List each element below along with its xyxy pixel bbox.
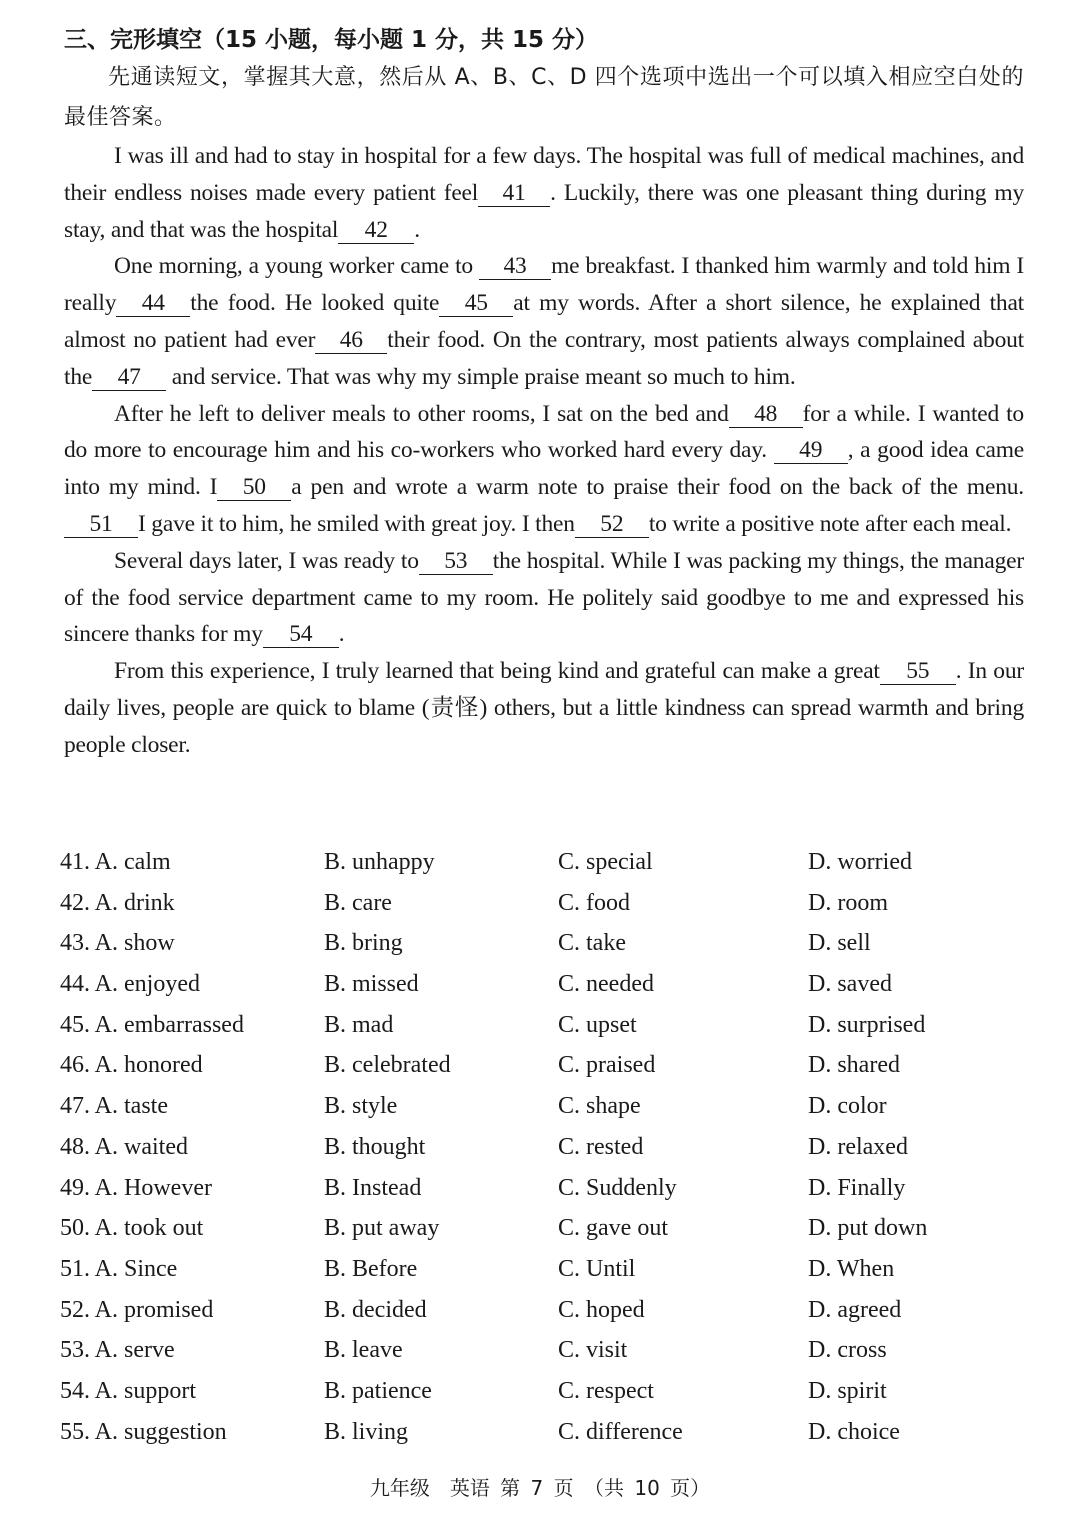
option-c: C. food: [558, 889, 630, 916]
option-c: C. Until: [558, 1255, 636, 1282]
passage-text: From this experience, I truly learned that being kind and grateful can make a great: [114, 658, 880, 685]
option-c: C. praised: [558, 1052, 656, 1079]
passage-text: , a good idea came into my mind. I: [64, 437, 1025, 501]
blank-51: 51: [64, 511, 138, 538]
option-d: D. sell: [808, 930, 871, 957]
option-b: B. leave: [324, 1337, 403, 1364]
blank-50: 50: [217, 474, 291, 501]
question-row: [60, 1290, 1020, 1331]
question-row: [60, 923, 1020, 964]
blank-44: 44: [116, 290, 190, 317]
passage-paragraph: [64, 396, 1024, 543]
question-row: [60, 1168, 1020, 1209]
option-d: D. shared: [808, 1052, 900, 1079]
question-row: [60, 883, 1020, 924]
question-row: [60, 1412, 1020, 1453]
option-b: B. style: [324, 1093, 398, 1120]
passage-text: I was ill and had to stay in hospital for a few days. The hospital was full of medical machines, and their endless noises made every patient feel: [64, 143, 1024, 206]
instructions: 先通读短文，掌握其大意，然后从 A、B、C、D 四个选项中选出一个可以填入相应空白处的最佳答案。: [64, 65, 1024, 130]
option-b: B. missed: [324, 971, 419, 998]
blank-42: 42: [338, 217, 414, 244]
option-a: 54. A. support: [60, 1377, 197, 1404]
passage-text: .: [338, 621, 345, 648]
passage-text: and service. That was why my simple praise meant so much to him.: [166, 363, 796, 390]
question-row: [60, 1127, 1020, 1168]
passage-paragraph: [64, 543, 1024, 653]
question-row: [60, 1086, 1020, 1127]
option-d: D. room: [808, 889, 888, 916]
passage-text: me breakfast. I thanked him warmly and told him I really: [64, 253, 1024, 317]
option-d: D. cross: [808, 1337, 887, 1364]
blank-45: 45: [439, 290, 513, 317]
blank-53: 53: [419, 548, 493, 575]
passage-text: a pen and wrote a warm note to praise their food on the back of the menu.: [291, 474, 1024, 501]
passage-text: . Luckily, there was one pleasant thing during my stay, and that was the hospital: [64, 179, 1024, 243]
option-b: B. living: [324, 1418, 409, 1445]
passage-text: at my words. After a short silence, he explained that almost no patient had ever: [64, 290, 1025, 353]
passage-paragraph: [64, 653, 1024, 763]
option-a: 51. A. Since: [60, 1255, 178, 1282]
option-d: D. surprised: [808, 1011, 926, 1038]
option-d: D. worried: [808, 849, 912, 875]
option-a: 52. A. promised: [60, 1296, 214, 1323]
blank-49: 49: [774, 437, 848, 464]
passage-text: for a while. I wanted to do more to encourage him and his co-workers who worked hard every day.: [64, 400, 1024, 464]
option-a: 44. A. enjoyed: [60, 971, 200, 998]
option-a: 55. A. suggestion: [60, 1418, 227, 1445]
option-c: C. gave out: [558, 1215, 668, 1242]
page-footer: 九年级 英语 第 7 页 （共 10 页）: [369, 1476, 711, 1500]
option-b: B. celebrated: [324, 1052, 451, 1079]
option-c: C. visit: [558, 1337, 628, 1364]
answer-options: [60, 842, 1020, 1452]
passage-text: Several days later, I was ready to: [114, 547, 419, 574]
option-b: B. decided: [324, 1296, 427, 1323]
passage-paragraph: [64, 138, 1024, 248]
question-row: [60, 1249, 1020, 1290]
option-c: C. shape: [558, 1093, 641, 1120]
option-a: 41. A. calm: [60, 849, 171, 875]
question-row: [60, 842, 1020, 883]
option-b: B. patience: [324, 1377, 432, 1404]
option-c: C. rested: [558, 1133, 644, 1160]
blank-48: 48: [729, 401, 803, 428]
section-title: 三、完形填空（15 小题，每小题 1 分，共 15 分）: [64, 27, 599, 53]
passage-paragraph: [64, 248, 1024, 395]
option-c: C. hoped: [558, 1296, 645, 1323]
option-a: 48. A. waited: [60, 1133, 188, 1160]
option-d: D. relaxed: [808, 1133, 908, 1160]
passage-text: . In our daily lives, people are quick to blame (责怪) others, but a little kindness can spread warmth and bring people closer.: [64, 658, 1024, 758]
passage-text: After he left to deliver meals to other rooms, I sat on the bed and: [114, 400, 729, 427]
option-c: C. respect: [558, 1377, 654, 1404]
option-c: C. upset: [558, 1011, 637, 1038]
passage-text: to write a positive note after each meal.: [648, 510, 1012, 537]
option-d: D. Finally: [808, 1174, 906, 1201]
passage-text: their food. On the contrary, most patients always complained about the: [64, 326, 1024, 390]
option-a: 50. A. took out: [60, 1215, 204, 1242]
option-a: 46. A. honored: [60, 1052, 203, 1079]
option-c: C. needed: [558, 971, 654, 998]
option-d: D. spirit: [808, 1377, 887, 1404]
option-b: B. mad: [324, 1011, 394, 1038]
passage-text: the food. He looked quite: [190, 290, 440, 317]
passage-text: I gave it to him, he smiled with great joy. I then: [138, 510, 575, 537]
blank-55: 55: [880, 658, 956, 685]
option-d: D. choice: [808, 1418, 900, 1445]
blank-46: 46: [315, 327, 387, 354]
question-row: [60, 1208, 1020, 1249]
option-b: B. Before: [324, 1255, 418, 1282]
option-b: B. care: [324, 889, 392, 916]
blank-47: 47: [92, 364, 166, 391]
option-b: B. bring: [324, 930, 403, 957]
option-b: B. thought: [324, 1133, 426, 1160]
question-row: [60, 1045, 1020, 1086]
exam-page: [64, 22, 1024, 764]
question-row: [60, 1330, 1020, 1371]
blank-52: 52: [575, 511, 649, 538]
option-a: 53. A. serve: [60, 1337, 175, 1364]
option-d: D. saved: [808, 971, 892, 998]
passage-text: One morning, a young worker came to: [114, 253, 480, 280]
question-row: [60, 1371, 1020, 1412]
option-d: D. When: [808, 1255, 895, 1282]
option-d: D. color: [808, 1093, 887, 1120]
option-d: D. put down: [808, 1215, 928, 1242]
cloze-passage: [64, 138, 1024, 764]
option-a: 45. A. embarrassed: [60, 1011, 244, 1038]
option-a: 43. A. show: [60, 930, 175, 957]
option-a: 49. A. However: [60, 1174, 212, 1201]
option-b: B. Instead: [324, 1174, 422, 1201]
option-c: C. Suddenly: [558, 1174, 677, 1201]
question-row: [60, 1005, 1020, 1046]
blank-41: 41: [478, 180, 550, 207]
option-c: C. take: [558, 930, 626, 957]
option-a: 42. A. drink: [60, 889, 175, 916]
option-a: 47. A. taste: [60, 1093, 168, 1120]
option-c: C. difference: [558, 1418, 683, 1445]
option-b: B. put away: [324, 1215, 440, 1242]
question-row: [60, 964, 1020, 1005]
passage-text: the hospital. While I was packing my things, the manager of the food service department came to my room. He politely said goodbye to me and expressed his sincere thanks for my: [64, 547, 1024, 648]
blank-54: 54: [263, 621, 339, 648]
blank-43: 43: [479, 253, 551, 280]
option-d: D. agreed: [808, 1296, 902, 1323]
option-b: B. unhappy: [324, 849, 435, 875]
option-c: C. special: [558, 849, 653, 875]
passage-text: .: [414, 216, 420, 243]
